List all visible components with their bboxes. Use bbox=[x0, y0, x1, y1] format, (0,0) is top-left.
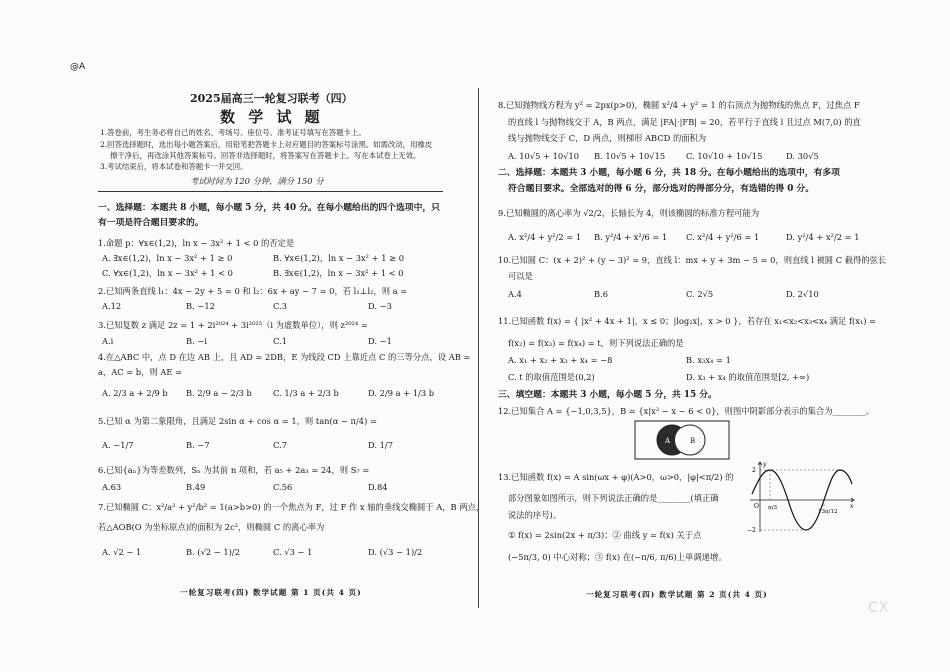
option: A.63 bbox=[102, 482, 122, 492]
option: B. −i bbox=[186, 336, 207, 346]
question-11-cont: f(x₂) = f(x₃) = f(x₄) = t，则下列说法正确的是 bbox=[508, 338, 684, 348]
question-13-cont: 说法的序号)。 bbox=[508, 510, 562, 520]
option: D. 2√10 bbox=[786, 289, 819, 299]
section-heading: 一、选择题：本题共 8 小题，每小题 5 分，共 40 分。在每小题给出的四个选项中，只 bbox=[98, 203, 440, 213]
option: C. x²/4 + y²/6 = 1 bbox=[686, 232, 760, 242]
option: C. t 的取值范围是(0,2) bbox=[508, 372, 595, 382]
option: A. 10√5 + 10√10 bbox=[508, 151, 580, 161]
option: B. −12 bbox=[186, 301, 215, 311]
question-4: 4.在△ABC 中，点 D 在边 AB 上，且 AD = 2DB，E 为线段 CD 上靠近点 C 的三等分点，设 AB = bbox=[98, 352, 471, 362]
option: D. x₃ + x₄ 的取值范围是[2, +∞) bbox=[686, 372, 810, 382]
option: C.7 bbox=[273, 440, 287, 450]
option: C. ∀x∈(1,2)，ln x − 3x² + 1 < 0 bbox=[102, 268, 233, 278]
subject-title: 数 学 试 题 bbox=[220, 108, 324, 126]
option: C. 1/3 a + 2/3 b bbox=[273, 388, 339, 398]
option: B. 2/9 a − 2/3 b bbox=[186, 388, 252, 398]
watermark: CX bbox=[868, 600, 890, 616]
question-6: 6.已知{aₙ}为等差数列，Sₙ 为其前 n 项和，若 a₅ + 2a₃ = 24，则 S₇ = bbox=[98, 465, 370, 475]
option: D. −3 bbox=[368, 301, 392, 311]
option: D. 30√5 bbox=[786, 151, 819, 161]
instruction-line: 1.答卷前，考生务必将自己的姓名、考场号、座位号、准考证号填写在答题卡上。 bbox=[100, 128, 366, 137]
question-5: 5.已知 α 为第二象限角，且满足 2sin α + cos α = 1，则 tan(α − π/4) = bbox=[98, 416, 377, 426]
option: C. 10√10 + 10√15 bbox=[686, 151, 763, 161]
graph-x-tick-2: 13π/12 bbox=[818, 509, 838, 515]
graph-y-min-label: −2 bbox=[747, 527, 756, 534]
question-4-cont: a，AC = b，则 AE = bbox=[98, 367, 182, 377]
question-1: 1.命题 p：∀x∈(1,2)，ln x − 3x² + 1 < 0 的否定是 bbox=[98, 238, 295, 248]
option: D. −1 bbox=[368, 336, 392, 346]
graph-x-tick: π/3 bbox=[768, 505, 777, 511]
option: A. 2/3 a + 2/9 b bbox=[102, 388, 168, 398]
option: A.12 bbox=[102, 301, 122, 311]
question-3: 3.已知复数 z 满足 2z = 1 + 2i²⁰²⁴ + 3i²⁰²⁵（i 为虚数单位），则 z²⁰²⁴ = bbox=[98, 320, 368, 330]
instruction-line: 3.考试结束后，将本试卷和答题卡一并交回。 bbox=[100, 162, 248, 171]
option: B.6 bbox=[594, 289, 609, 299]
graph-origin-label: O bbox=[754, 503, 759, 510]
page-1 bbox=[98, 0, 485, 672]
graph-y-label: y bbox=[763, 461, 767, 468]
question-2: 2.已知两条直线 l₁：4x − 2y + 5 = 0 和 l₂：6x + ay − 7 = 0，若 l₁⊥l₂，则 a = bbox=[98, 286, 408, 296]
graph-y-max-label: 2 bbox=[752, 467, 756, 474]
option: C.1 bbox=[273, 336, 287, 346]
page-footer: 一轮复习联考(四) 数学试题 第 1 页(共 4 页) bbox=[180, 588, 362, 597]
question-7-cont: 若△AOB(O 为坐标原点)的面积为 2c²，则椭圆 C 的离心率为 bbox=[98, 522, 325, 532]
question-13-cont: (−5π/3, 0) 中心对称；③ f(x) 在(−π/6, π/6)上单调递增。 bbox=[508, 552, 727, 562]
option: A. x²/4 + y²/2 = 1 bbox=[508, 232, 582, 242]
time-note: 考试时间为 120 分钟，满分 150 分 bbox=[190, 176, 324, 186]
page-footer: 一轮复习联考(四) 数学试题 第 2 页(共 4 页) bbox=[586, 590, 768, 599]
option: D. 1/7 bbox=[368, 440, 393, 450]
option: B.49 bbox=[186, 482, 206, 492]
venn-label-a: A bbox=[665, 437, 671, 445]
question-10-cont: 可以是 bbox=[508, 271, 533, 281]
question-8-cont: 线与抛物线交于 C，D 两点，则梯形 ABCD 的面积为 bbox=[508, 133, 707, 143]
option: C. 2√5 bbox=[686, 289, 714, 299]
page-2 bbox=[498, 0, 887, 672]
option: B. x₃x₄ = 1 bbox=[686, 355, 731, 365]
option: A.4 bbox=[508, 289, 522, 299]
option: D. y²/4 + x²/2 = 1 bbox=[786, 232, 860, 242]
corner-stamp: @A bbox=[70, 62, 86, 72]
graph-x-label: x bbox=[850, 503, 854, 510]
question-13-cont: 部分图象如图所示，则下列说法正确的是________(填正确 bbox=[508, 493, 719, 503]
venn-label-b: B bbox=[690, 437, 696, 445]
header-rule bbox=[98, 191, 443, 192]
section-heading: 符合题目要求。全部选对的得 6 分，部分选对的得部分分，有选错的得 0 分。 bbox=[508, 184, 814, 194]
option: B. ∃x∈(1,2)，ln x − 3x² + 1 < 0 bbox=[273, 268, 404, 278]
question-7: 7.已知椭圆 C：x²/a² + y²/b² = 1(a>b>0) 的一个焦点为 F，过 F 作 x 轴的垂线交椭圆于 A，B 两点， bbox=[98, 502, 485, 512]
option: C.3 bbox=[273, 301, 287, 311]
question-13: 13.已知函数 f(x) = A sin(ωx + φ)(A>0，ω>0，|φ|<π/2) 的 bbox=[498, 472, 734, 482]
question-11: 11.已知函数 f(x) = { |x² + 4x + 1|，x ≤ 0；|log₂x|，x > 0 }，若存在 x₁<x₂<x₃<x₄ 满足 f(x₁) = bbox=[498, 316, 877, 326]
section-heading: 有一项是符合题目要求的。 bbox=[98, 218, 204, 228]
question-13-cont: ① f(x) = 2sin(2x + π/3)；② 曲线 y = f(x) 关于点 bbox=[508, 530, 702, 540]
option: C.56 bbox=[273, 482, 293, 492]
instruction-line: 擦干净后，再选涂其他答案标号。回答非选择题时，将答案写在答题卡上。写在本试卷上无效。 bbox=[110, 151, 421, 160]
option: A.i bbox=[102, 336, 114, 346]
option: A. −1/7 bbox=[102, 440, 134, 450]
option: B. y²/4 + x²/6 = 1 bbox=[594, 232, 668, 242]
section-heading: 三、填空题：本题共 3 小题，每小题 5 分，共 15 分。 bbox=[498, 390, 717, 400]
option: D. 2/9 a + 1/3 b bbox=[368, 388, 435, 398]
question-8-cont: 的直线 l 与抛物线交于 A，B 两点，满足 |FA|·|FB| = 20，若平行于直线 l 且过点 M(7,0) 的直 bbox=[508, 117, 861, 127]
option: D. (√3 − 1)/2 bbox=[368, 547, 423, 557]
venn-diagram bbox=[634, 420, 730, 460]
exam-title: 2025届高三一轮复习联考（四） bbox=[190, 92, 353, 105]
option: B. ∀x∈(1,2)，ln x − 3x² + 1 ≥ 0 bbox=[273, 253, 405, 263]
option: B. −7 bbox=[186, 440, 210, 450]
question-12: 12.已知集合 A = {−1,0,3,5}，B = {x|x² − x − 6 < 0}，则图中阴影部分表示的集合为________。 bbox=[498, 406, 874, 416]
option: A. x₁ + x₂ + x₃ + x₄ = −8 bbox=[508, 355, 613, 365]
option: B. (√2 − 1)/2 bbox=[186, 547, 240, 557]
option: A. √2 − 1 bbox=[102, 547, 142, 557]
question-10: 10.已知圆 C：(x + 2)² + (y − 3)² = 9，直线 l：mx + y + 3m − 5 = 0，则直线 l 被圆 C 截得的弦长 bbox=[498, 255, 887, 265]
question-9: 9.已知椭圆的离心率为 √2/2，长轴长为 4，则该椭圆的标准方程可能为 bbox=[498, 208, 760, 218]
option: A. ∃x∈(1,2)，ln x − 3x² + 1 ≥ 0 bbox=[102, 253, 233, 263]
page-divider bbox=[478, 88, 479, 608]
instruction-line: 2.回答选择题时，选出每小题答案后，用铅笔把答题卡上对应题目的答案标号涂黑。如需改动，用橡皮 bbox=[100, 140, 433, 149]
sine-graph bbox=[746, 458, 858, 536]
option: C. √3 − 1 bbox=[273, 547, 313, 557]
section-heading: 二、选择题：本题共 3 小题，每小题 6 分，共 18 分。在每小题给出的选项中，有多项 bbox=[498, 168, 840, 178]
question-8: 8.已知抛物线方程为 y² = 2px(p>0)，椭圆 x²/4 + y² = 1 的右顶点为抛物线的焦点 F，过焦点 F bbox=[498, 100, 860, 110]
option: D.84 bbox=[368, 482, 388, 492]
option: B. 10√5 + 10√15 bbox=[594, 151, 666, 161]
